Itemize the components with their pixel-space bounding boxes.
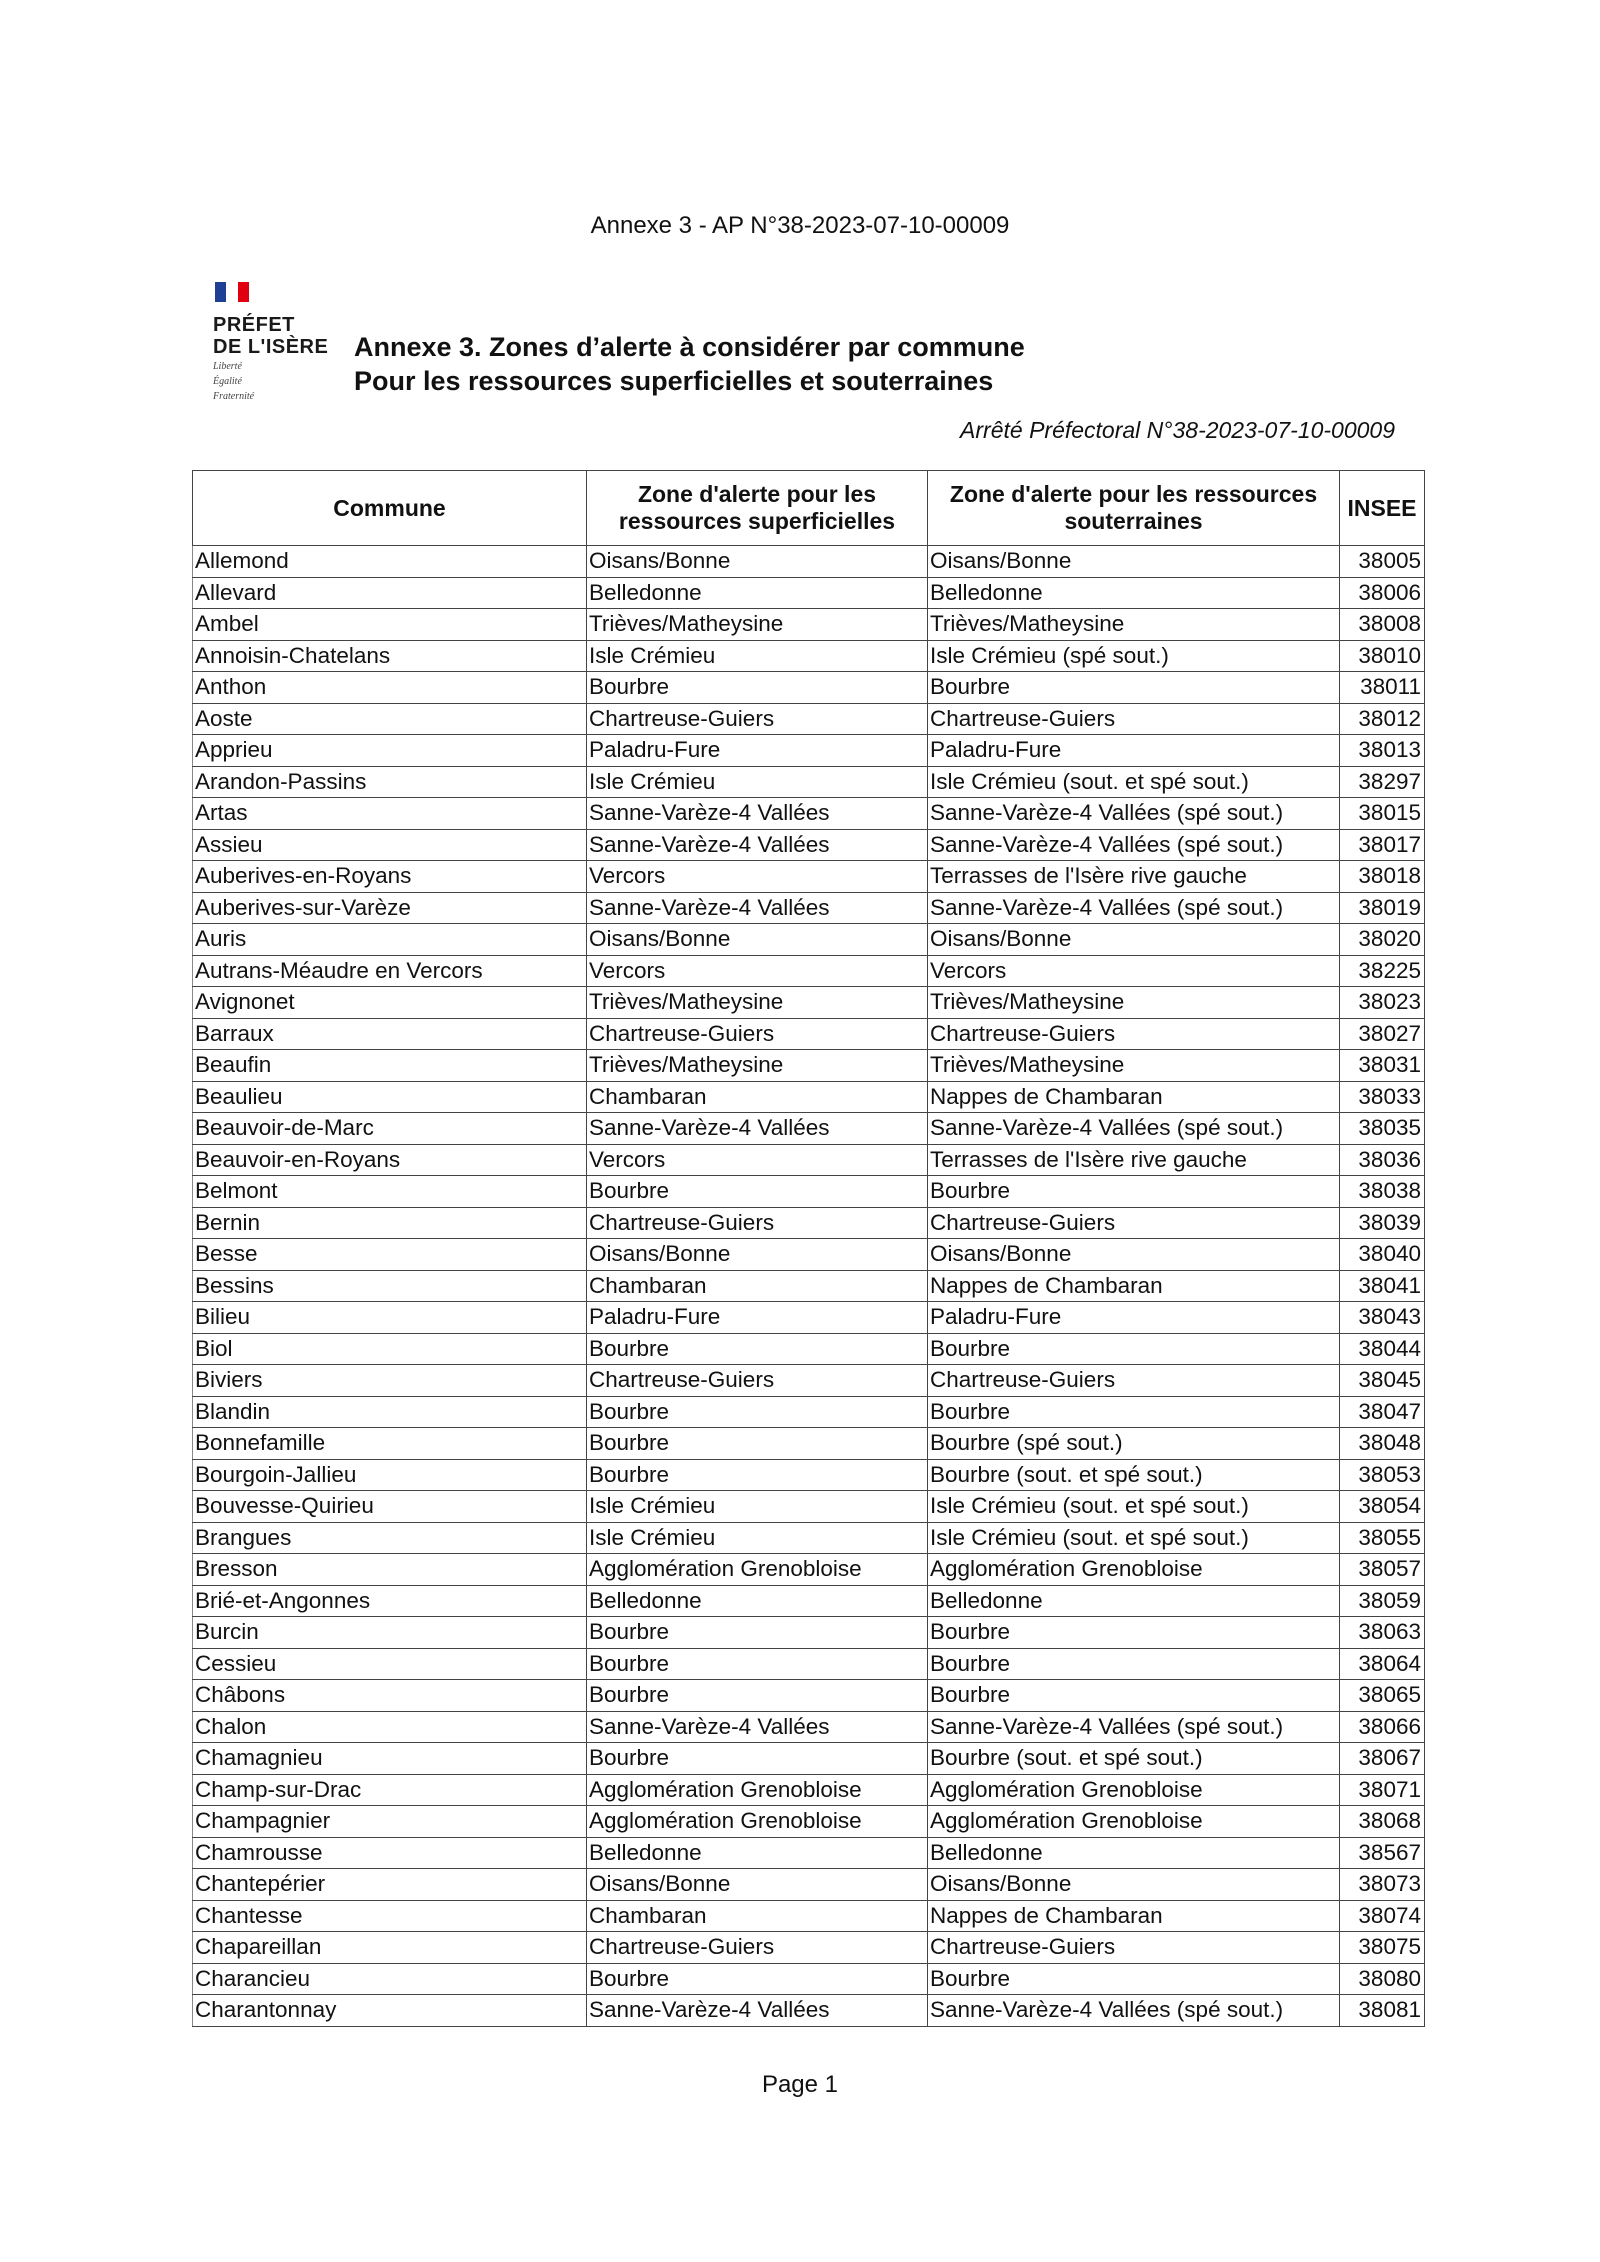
cell-commune: Châbons: [193, 1680, 587, 1712]
cell-commune: Bonnefamille: [193, 1428, 587, 1460]
cell-commune: Bessins: [193, 1270, 587, 1302]
cell-insee: 38043: [1340, 1302, 1425, 1334]
table-row: [193, 703, 1425, 735]
cell-zone-souterraine: Nappes de Chambaran: [928, 1270, 1340, 1302]
cell-zone-superficielle: Chartreuse-Guiers: [587, 1932, 928, 1964]
cell-zone-superficielle: Chambaran: [587, 1900, 928, 1932]
cell-insee: 38064: [1340, 1648, 1425, 1680]
cell-zone-superficielle: Chambaran: [587, 1081, 928, 1113]
cell-zone-souterraine: Bourbre: [928, 1396, 1340, 1428]
cell-zone-superficielle: Chartreuse-Guiers: [587, 1365, 928, 1397]
table-row: [193, 766, 1425, 798]
cell-commune: Beaulieu: [193, 1081, 587, 1113]
cell-zone-souterraine: Sanne-Varèze-4 Vallées (spé sout.): [928, 892, 1340, 924]
cell-commune: Allevard: [193, 577, 587, 609]
cell-insee: 38065: [1340, 1680, 1425, 1712]
cell-zone-souterraine: Belledonne: [928, 577, 1340, 609]
cell-commune: Besse: [193, 1239, 587, 1271]
cell-insee: 38055: [1340, 1522, 1425, 1554]
cell-zone-souterraine: Isle Crémieu (sout. et spé sout.): [928, 1522, 1340, 1554]
table-row: [193, 1585, 1425, 1617]
cell-commune: Blandin: [193, 1396, 587, 1428]
cell-commune: Chamagnieu: [193, 1743, 587, 1775]
cell-zone-souterraine: Bourbre (spé sout.): [928, 1428, 1340, 1460]
table-row: [193, 924, 1425, 956]
table-row: [193, 1869, 1425, 1901]
cell-insee: 38011: [1340, 672, 1425, 704]
logo-motto-egalite: Égalité: [213, 376, 242, 387]
cell-zone-souterraine: Bourbre: [928, 1648, 1340, 1680]
table-row: [193, 1774, 1425, 1806]
cell-commune: Brangues: [193, 1522, 587, 1554]
table-row: [193, 955, 1425, 987]
cell-zone-souterraine: Chartreuse-Guiers: [928, 1365, 1340, 1397]
cell-zone-souterraine: Trièves/Matheysine: [928, 987, 1340, 1019]
cell-zone-souterraine: Agglomération Grenobloise: [928, 1806, 1340, 1838]
table-row: [193, 798, 1425, 830]
cell-zone-superficielle: Belledonne: [587, 1837, 928, 1869]
cell-zone-souterraine: Oisans/Bonne: [928, 546, 1340, 578]
cell-zone-superficielle: Oisans/Bonne: [587, 1239, 928, 1271]
cell-zone-superficielle: Bourbre: [587, 1617, 928, 1649]
cell-zone-souterraine: Bourbre (sout. et spé sout.): [928, 1459, 1340, 1491]
cell-zone-superficielle: Trièves/Matheysine: [587, 987, 928, 1019]
cell-commune: Beaufin: [193, 1050, 587, 1082]
cell-zone-superficielle: Sanne-Varèze-4 Vallées: [587, 1113, 928, 1145]
table-row: [193, 861, 1425, 893]
table-row: [193, 672, 1425, 704]
table-row: [193, 546, 1425, 578]
cell-zone-superficielle: Isle Crémieu: [587, 1522, 928, 1554]
table-row: [193, 1743, 1425, 1775]
cell-zone-superficielle: Bourbre: [587, 1459, 928, 1491]
communes-table: [192, 470, 1425, 2027]
cell-insee: 38039: [1340, 1207, 1425, 1239]
cell-zone-superficielle: Bourbre: [587, 1428, 928, 1460]
cell-zone-superficielle: Trièves/Matheysine: [587, 609, 928, 641]
cell-commune: Belmont: [193, 1176, 587, 1208]
cell-zone-souterraine: Vercors: [928, 955, 1340, 987]
cell-zone-souterraine: Bourbre: [928, 672, 1340, 704]
cell-commune: Artas: [193, 798, 587, 830]
cell-insee: 38027: [1340, 1018, 1425, 1050]
cell-insee: 38006: [1340, 577, 1425, 609]
cell-commune: Chantepérier: [193, 1869, 587, 1901]
cell-insee: 38035: [1340, 1113, 1425, 1145]
cell-insee: 38031: [1340, 1050, 1425, 1082]
cell-zone-superficielle: Belledonne: [587, 1585, 928, 1617]
cell-commune: Charantonnay: [193, 1995, 587, 2027]
cell-zone-souterraine: Bourbre: [928, 1617, 1340, 1649]
cell-zone-superficielle: Belledonne: [587, 577, 928, 609]
cell-insee: 38080: [1340, 1963, 1425, 1995]
cell-insee: 38013: [1340, 735, 1425, 767]
cell-zone-souterraine: Oisans/Bonne: [928, 1869, 1340, 1901]
cell-commune: Chantesse: [193, 1900, 587, 1932]
cell-insee: 38066: [1340, 1711, 1425, 1743]
cell-commune: Avignonet: [193, 987, 587, 1019]
table-row: [193, 577, 1425, 609]
table-row: [193, 1995, 1425, 2027]
cell-insee: 38054: [1340, 1491, 1425, 1523]
cell-zone-superficielle: Sanne-Varèze-4 Vallées: [587, 1711, 928, 1743]
table-row: [193, 1018, 1425, 1050]
cell-insee: 38018: [1340, 861, 1425, 893]
cell-zone-superficielle: Oisans/Bonne: [587, 924, 928, 956]
cell-insee: 38073: [1340, 1869, 1425, 1901]
table-header-row: [193, 471, 1425, 546]
cell-commune: Champagnier: [193, 1806, 587, 1838]
cell-zone-souterraine: Isle Crémieu (sout. et spé sout.): [928, 1491, 1340, 1523]
cell-insee: 38019: [1340, 892, 1425, 924]
cell-commune: Biviers: [193, 1365, 587, 1397]
cell-insee: 38038: [1340, 1176, 1425, 1208]
cell-commune: Aoste: [193, 703, 587, 735]
cell-commune: Barraux: [193, 1018, 587, 1050]
table-row: [193, 1050, 1425, 1082]
table-row: [193, 1396, 1425, 1428]
cell-zone-superficielle: Sanne-Varèze-4 Vallées: [587, 1995, 928, 2027]
cell-insee: 38005: [1340, 546, 1425, 578]
cell-zone-superficielle: Paladru-Fure: [587, 735, 928, 767]
cell-zone-superficielle: Agglomération Grenobloise: [587, 1554, 928, 1586]
table-row: [193, 892, 1425, 924]
cell-zone-souterraine: Sanne-Varèze-4 Vallées (spé sout.): [928, 829, 1340, 861]
cell-zone-souterraine: Chartreuse-Guiers: [928, 1207, 1340, 1239]
logo-motto-fraternite: Fraternité: [213, 391, 255, 402]
cell-insee: 38008: [1340, 609, 1425, 641]
cell-commune: Beauvoir-en-Royans: [193, 1144, 587, 1176]
cell-commune: Bilieu: [193, 1302, 587, 1334]
cell-zone-souterraine: Sanne-Varèze-4 Vallées (spé sout.): [928, 1113, 1340, 1145]
cell-zone-superficielle: Bourbre: [587, 1963, 928, 1995]
cell-zone-souterraine: Oisans/Bonne: [928, 924, 1340, 956]
cell-commune: Bourgoin-Jallieu: [193, 1459, 587, 1491]
cell-zone-souterraine: Belledonne: [928, 1837, 1340, 1869]
cell-commune: Charancieu: [193, 1963, 587, 1995]
cell-commune: Cessieu: [193, 1648, 587, 1680]
cell-zone-superficielle: Chartreuse-Guiers: [587, 1207, 928, 1239]
table-row: [193, 1113, 1425, 1145]
table-row: [193, 1648, 1425, 1680]
cell-commune: Bouvesse-Quirieu: [193, 1491, 587, 1523]
cell-zone-souterraine: Agglomération Grenobloise: [928, 1554, 1340, 1586]
cell-zone-souterraine: Sanne-Varèze-4 Vallées (spé sout.): [928, 1711, 1340, 1743]
cell-insee: 38063: [1340, 1617, 1425, 1649]
header-insee: INSEE: [1340, 471, 1425, 546]
cell-zone-superficielle: Bourbre: [587, 1396, 928, 1428]
cell-zone-souterraine: Trièves/Matheysine: [928, 609, 1340, 641]
cell-commune: Auris: [193, 924, 587, 956]
logo-line-prefet: PRÉFET: [213, 314, 295, 336]
cell-commune: Allemond: [193, 546, 587, 578]
cell-zone-superficielle: Trièves/Matheysine: [587, 1050, 928, 1082]
cell-zone-souterraine: Chartreuse-Guiers: [928, 1018, 1340, 1050]
table-row: [193, 1428, 1425, 1460]
table-row: [193, 640, 1425, 672]
cell-zone-superficielle: Chartreuse-Guiers: [587, 703, 928, 735]
annex-header: Annexe 3 - AP N°38-2023-07-10-00009: [590, 212, 1010, 239]
table-row: [193, 1207, 1425, 1239]
cell-insee: 38059: [1340, 1585, 1425, 1617]
header-sout-line-2: souterraines: [1064, 508, 1203, 534]
cell-zone-souterraine: Bourbre: [928, 1680, 1340, 1712]
cell-insee: 38071: [1340, 1774, 1425, 1806]
cell-zone-souterraine: Paladru-Fure: [928, 735, 1340, 767]
table-row: [193, 1806, 1425, 1838]
cell-zone-souterraine: Bourbre: [928, 1963, 1340, 1995]
cell-commune: Auberives-en-Royans: [193, 861, 587, 893]
cell-zone-souterraine: Isle Crémieu (sout. et spé sout.): [928, 766, 1340, 798]
cell-zone-souterraine: Isle Crémieu (spé sout.): [928, 640, 1340, 672]
cell-zone-souterraine: Chartreuse-Guiers: [928, 1932, 1340, 1964]
cell-commune: Chamrousse: [193, 1837, 587, 1869]
cell-insee: 38048: [1340, 1428, 1425, 1460]
cell-zone-superficielle: Sanne-Varèze-4 Vallées: [587, 892, 928, 924]
cell-zone-souterraine: Chartreuse-Guiers: [928, 703, 1340, 735]
table-row: [193, 1522, 1425, 1554]
cell-zone-superficielle: Vercors: [587, 1144, 928, 1176]
logo-motto-liberte: Liberté: [213, 361, 242, 372]
header-sup-line-1: Zone d'alerte pour les: [637, 481, 877, 507]
cell-zone-souterraine: Sanne-Varèze-4 Vallées (spé sout.): [928, 1995, 1340, 2027]
cell-commune: Burcin: [193, 1617, 587, 1649]
cell-zone-souterraine: Bourbre: [928, 1333, 1340, 1365]
cell-insee: 38036: [1340, 1144, 1425, 1176]
page-number: Page 1: [761, 2071, 839, 2098]
cell-insee: 38567: [1340, 1837, 1425, 1869]
header-sout-line-1: Zone d'alerte pour les ressources: [949, 481, 1318, 507]
cell-insee: 38081: [1340, 1995, 1425, 2027]
title-line-2: Pour les ressources superficielles et souterraines: [354, 366, 994, 396]
table-row: [193, 1144, 1425, 1176]
table-row: [193, 1900, 1425, 1932]
cell-commune: Anthon: [193, 672, 587, 704]
cell-commune: Biol: [193, 1333, 587, 1365]
cell-insee: 38074: [1340, 1900, 1425, 1932]
table-row: [193, 987, 1425, 1019]
cell-commune: Champ-sur-Drac: [193, 1774, 587, 1806]
title-line-1: Annexe 3. Zones d’alerte à considérer par commune: [354, 332, 1025, 362]
table-row: [193, 609, 1425, 641]
cell-insee: 38012: [1340, 703, 1425, 735]
cell-zone-souterraine: Trièves/Matheysine: [928, 1050, 1340, 1082]
cell-commune: Autrans-Méaudre en Vercors: [193, 955, 587, 987]
table-row: [193, 1932, 1425, 1964]
cell-commune: Auberives-sur-Varèze: [193, 892, 587, 924]
cell-insee: 38023: [1340, 987, 1425, 1019]
cell-zone-superficielle: Agglomération Grenobloise: [587, 1806, 928, 1838]
cell-zone-souterraine: Agglomération Grenobloise: [928, 1774, 1340, 1806]
header-zone-superficielle: [587, 471, 928, 546]
table-row: [193, 1176, 1425, 1208]
cell-zone-superficielle: Agglomération Grenobloise: [587, 1774, 928, 1806]
cell-zone-souterraine: Belledonne: [928, 1585, 1340, 1617]
cell-insee: 38017: [1340, 829, 1425, 861]
table-row: [193, 1554, 1425, 1586]
cell-zone-superficielle: Isle Crémieu: [587, 640, 928, 672]
table-row: [193, 1270, 1425, 1302]
document-title: [354, 330, 1025, 398]
table-row: [193, 1711, 1425, 1743]
cell-zone-superficielle: Sanne-Varèze-4 Vallées: [587, 798, 928, 830]
header-zone-souterraine: [928, 471, 1340, 546]
cell-insee: 38040: [1340, 1239, 1425, 1271]
header-sup-line-2: ressources superficielles: [618, 508, 896, 534]
cell-commune: Bernin: [193, 1207, 587, 1239]
cell-insee: 38047: [1340, 1396, 1425, 1428]
table-row: [193, 1365, 1425, 1397]
cell-zone-superficielle: Oisans/Bonne: [587, 546, 928, 578]
cell-commune: Chalon: [193, 1711, 587, 1743]
prefecture-logo: [213, 282, 338, 403]
cell-insee: 38068: [1340, 1806, 1425, 1838]
table-row: [193, 1239, 1425, 1271]
cell-insee: 38297: [1340, 766, 1425, 798]
cell-zone-souterraine: Terrasses de l'Isère rive gauche: [928, 861, 1340, 893]
table-row: [193, 1081, 1425, 1113]
table-row: [193, 1963, 1425, 1995]
table-row: [193, 1680, 1425, 1712]
cell-zone-superficielle: Bourbre: [587, 672, 928, 704]
cell-zone-souterraine: Terrasses de l'Isère rive gauche: [928, 1144, 1340, 1176]
table-row: [193, 735, 1425, 767]
cell-zone-souterraine: Nappes de Chambaran: [928, 1081, 1340, 1113]
cell-zone-superficielle: Vercors: [587, 955, 928, 987]
cell-zone-superficielle: Paladru-Fure: [587, 1302, 928, 1334]
table-row: [193, 1491, 1425, 1523]
cell-insee: 38225: [1340, 955, 1425, 987]
cell-zone-superficielle: Oisans/Bonne: [587, 1869, 928, 1901]
cell-zone-superficielle: Bourbre: [587, 1743, 928, 1775]
cell-zone-souterraine: Bourbre: [928, 1176, 1340, 1208]
cell-insee: 38053: [1340, 1459, 1425, 1491]
cell-insee: 38010: [1340, 640, 1425, 672]
cell-zone-souterraine: Nappes de Chambaran: [928, 1900, 1340, 1932]
cell-insee: 38041: [1340, 1270, 1425, 1302]
cell-zone-superficielle: Bourbre: [587, 1333, 928, 1365]
cell-commune: Chapareillan: [193, 1932, 587, 1964]
cell-commune: Beauvoir-de-Marc: [193, 1113, 587, 1145]
cell-zone-superficielle: Sanne-Varèze-4 Vallées: [587, 829, 928, 861]
cell-zone-souterraine: Bourbre (sout. et spé sout.): [928, 1743, 1340, 1775]
cell-zone-superficielle: Chartreuse-Guiers: [587, 1018, 928, 1050]
cell-zone-souterraine: Oisans/Bonne: [928, 1239, 1340, 1271]
cell-zone-superficielle: Isle Crémieu: [587, 766, 928, 798]
cell-commune: Bresson: [193, 1554, 587, 1586]
table-row: [193, 1333, 1425, 1365]
cell-zone-superficielle: Chambaran: [587, 1270, 928, 1302]
table-row: [193, 1459, 1425, 1491]
table-row: [193, 1617, 1425, 1649]
cell-insee: 38033: [1340, 1081, 1425, 1113]
cell-commune: Brié-et-Angonnes: [193, 1585, 587, 1617]
cell-insee: 38075: [1340, 1932, 1425, 1964]
cell-commune: Ambel: [193, 609, 587, 641]
header-commune: Commune: [193, 471, 587, 546]
cell-zone-souterraine: Paladru-Fure: [928, 1302, 1340, 1334]
logo-line-isere: DE L'ISÈRE: [213, 336, 329, 358]
cell-commune: Apprieu: [193, 735, 587, 767]
cell-insee: 38044: [1340, 1333, 1425, 1365]
cell-commune: Annoisin-Chatelans: [193, 640, 587, 672]
cell-commune: Assieu: [193, 829, 587, 861]
french-flag-icon: [215, 282, 249, 302]
cell-zone-superficielle: Bourbre: [587, 1176, 928, 1208]
table-row: [193, 829, 1425, 861]
cell-zone-superficielle: Vercors: [587, 861, 928, 893]
cell-zone-superficielle: Isle Crémieu: [587, 1491, 928, 1523]
table-row: [193, 1302, 1425, 1334]
cell-insee: 38020: [1340, 924, 1425, 956]
cell-commune: Arandon-Passins: [193, 766, 587, 798]
cell-zone-souterraine: Sanne-Varèze-4 Vallées (spé sout.): [928, 798, 1340, 830]
cell-insee: 38067: [1340, 1743, 1425, 1775]
arrete-reference: Arrêté Préfectoral N°38-2023-07-10-00009: [960, 417, 1395, 443]
cell-insee: 38057: [1340, 1554, 1425, 1586]
table-row: [193, 1837, 1425, 1869]
cell-insee: 38045: [1340, 1365, 1425, 1397]
cell-zone-superficielle: Bourbre: [587, 1680, 928, 1712]
cell-zone-superficielle: Bourbre: [587, 1648, 928, 1680]
cell-insee: 38015: [1340, 798, 1425, 830]
